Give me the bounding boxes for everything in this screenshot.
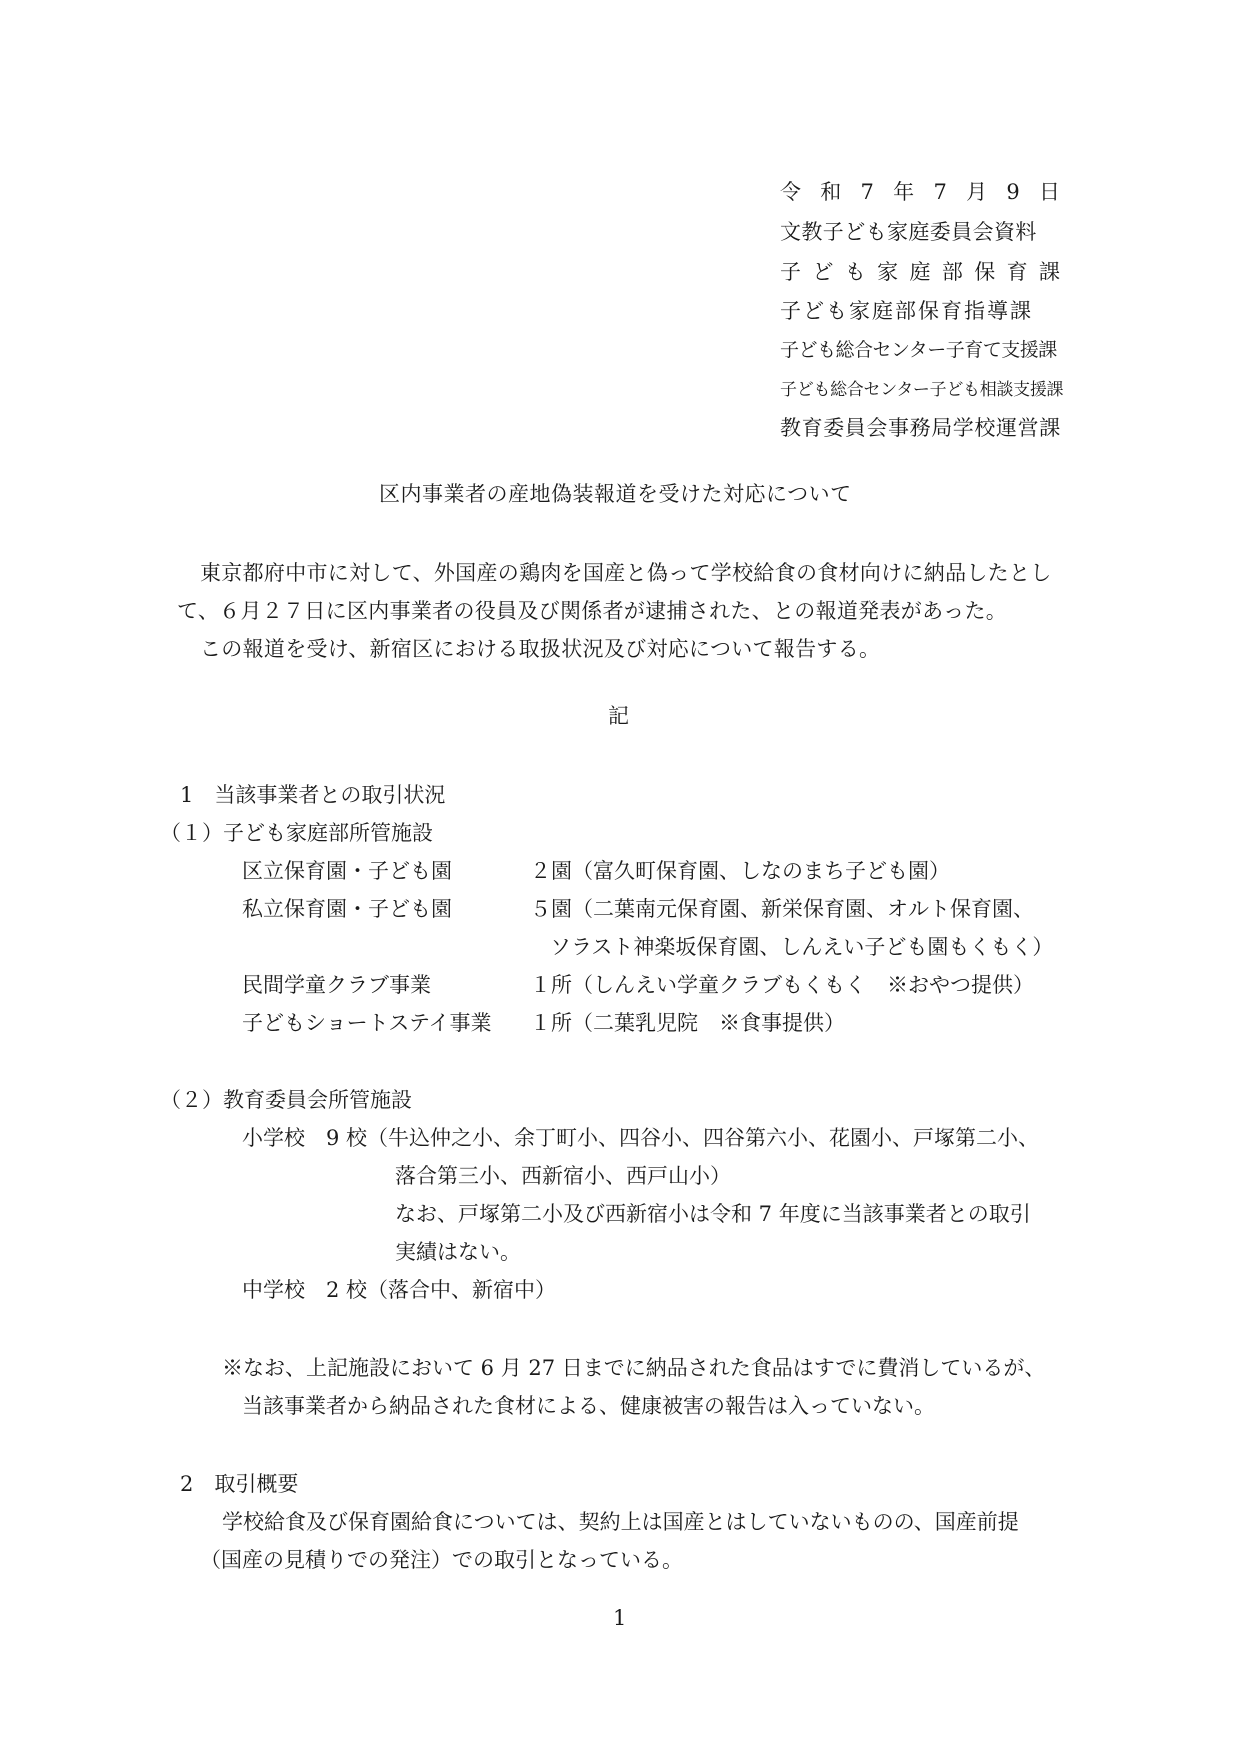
dept-char: 庭 — [909, 260, 931, 284]
date-char: 7 — [933, 180, 947, 204]
intro-line-1: 東京都府中市に対して、外国産の鶏肉を国産と偽って学校給食の食材向けに納品したとし — [200, 561, 1052, 585]
facility-label: 民間学童クラブ事業 — [242, 973, 431, 997]
health-note-line-2: 当該事業者から納品された食材による、健康被害の報告は入っていない。 — [242, 1394, 935, 1418]
document-date — [780, 182, 1060, 203]
dept-char: 子 — [780, 260, 801, 284]
dept-char: 保 — [974, 260, 996, 284]
department-hoiku — [780, 262, 1060, 283]
health-note-line-1: ※なお、上記施設において 6 月 27 日までに納品された食品はすでに費消しているが、 — [222, 1356, 1046, 1380]
dept-char: 部 — [941, 260, 963, 284]
department-soudan: 子ども総合センター子ども相談支援課 — [780, 380, 1064, 400]
date-char: 和 — [820, 180, 842, 204]
section1-sub1-heading: （１）子ども家庭部所管施設 — [160, 821, 433, 845]
date-char: 月 — [966, 180, 988, 204]
dept-char: 育 — [1006, 260, 1028, 284]
date-char: 令 — [780, 180, 801, 204]
facility-value: ２園（富久町保育園、しなのまち子ども園） — [530, 859, 950, 883]
section1-sub2-heading: （２）教育委員会所管施設 — [160, 1088, 412, 1112]
department-shido: 子ども家庭部保育指導課 — [780, 299, 1033, 323]
section2-line-2: （国産の見積りでの発注）での取引となっている。 — [200, 1548, 683, 1572]
dept-char: ど — [812, 260, 834, 284]
section2-line-1: 学校給食及び保育園給食については、契約上は国産とはしていないものの、国産前提 — [222, 1510, 1019, 1534]
department-kosodate: 子ども総合センター子育て支援課 — [780, 339, 1057, 361]
facility-value: １所（しんえい学童クラブもくもく ※おやつ提供） — [530, 973, 1034, 997]
section1-heading: 1 当該事業者との取引状況 — [180, 783, 446, 807]
date-char: 9 — [1006, 180, 1020, 204]
dept-char: 課 — [1039, 260, 1060, 284]
facility-value: ソラスト神楽坂保育園、しんえい子ども園もくもく） — [550, 935, 1054, 959]
facility-value: ５園（二葉南元保育園、新栄保育園、オルト保育園、 — [530, 897, 1034, 921]
date-char: 日 — [1038, 180, 1060, 204]
committee-label: 文教子ども家庭委員会資料 — [780, 220, 1037, 244]
elementary-schools-line-1: 小学校 9 校（牛込仲之小、余丁町小、四谷小、四谷第六小、花園小、戸塚第二小、 — [242, 1126, 1040, 1150]
intro-line-2: て、６月２７日に区内事業者の役員及び関係者が逮捕された、との報道発表があった。 — [177, 599, 1008, 623]
facility-label: 子どもショートステイ事業 — [242, 1011, 492, 1035]
junior-high-schools: 中学校 2 校（落合中、新宿中） — [242, 1278, 557, 1302]
intro-line-3: この報道を受け、新宿区における取扱状況及び対応について報告する。 — [200, 637, 881, 661]
date-char: 年 — [893, 180, 915, 204]
elementary-note-line-2: 実績はない。 — [395, 1240, 521, 1264]
ki-marker: 記 — [608, 704, 629, 728]
elementary-note-line-1: なお、戸塚第二小及び西新宿小は令和 7 年度に当該事業者との取引 — [395, 1202, 1031, 1226]
dept-char: も — [844, 260, 866, 284]
dept-char: 家 — [877, 260, 899, 284]
date-char: 7 — [860, 180, 874, 204]
facility-label: 私立保育園・子ども園 — [242, 897, 452, 921]
facility-label: 区立保育園・子ども園 — [242, 859, 452, 883]
facility-value: １所（二葉乳児院 ※食事提供） — [530, 1011, 845, 1035]
department-gakko: 教育委員会事務局学校運営課 — [780, 416, 1061, 440]
document-title: 区内事業者の産地偽装報道を受けた対応について — [379, 482, 852, 506]
section2-heading: 2 取引概要 — [180, 1472, 299, 1496]
page-number: 1 — [613, 1606, 627, 1630]
elementary-schools-line-2: 落合第三小、西新宿小、西戸山小） — [395, 1164, 731, 1188]
